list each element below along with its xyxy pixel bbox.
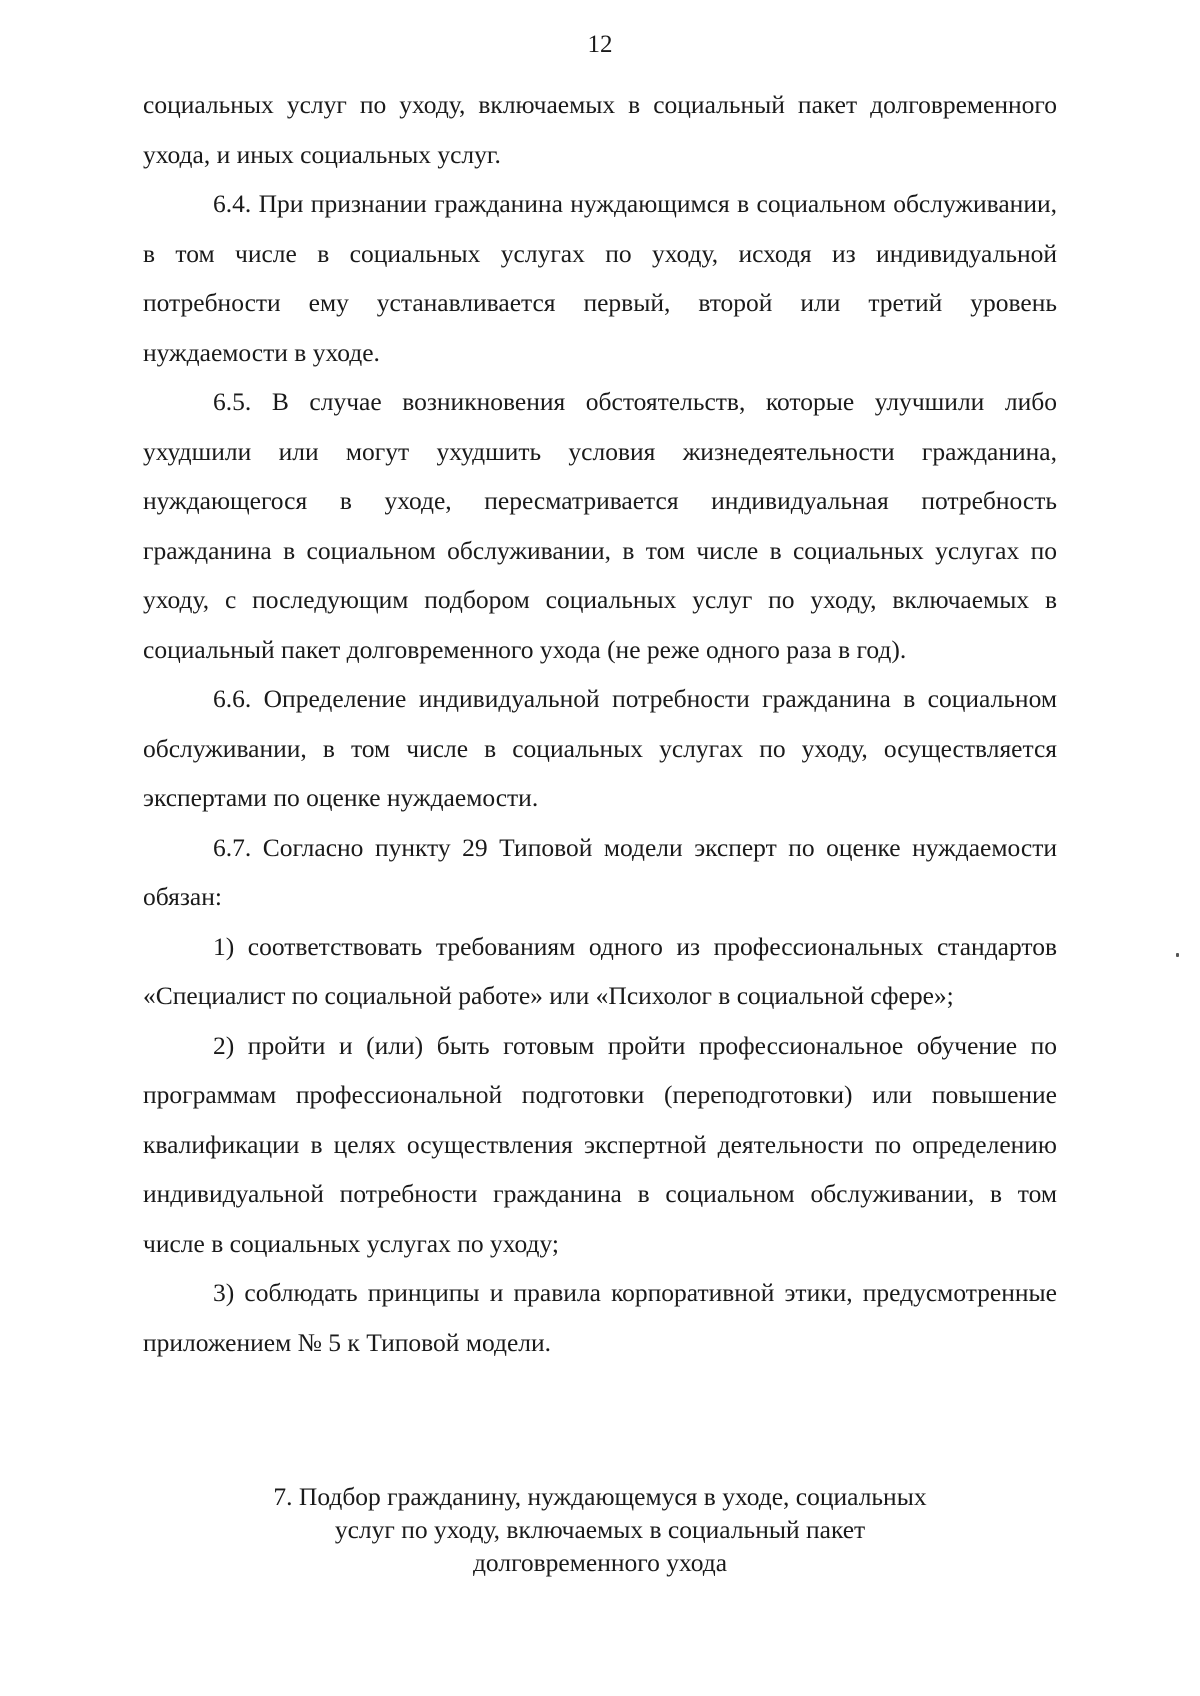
paragraph-6-6: 6.6. Определение индивидуальной потребности гражданина в социальном обслуживании, в том числе в социальных услугах по уходу, осуществляется экспертами по оценке нуждаемости.	[143, 684, 1057, 812]
section-heading-line: услуг по уходу, включаемых в социальный пакет	[334, 1515, 866, 1544]
paragraph-6-4: 6.4. При признании гражданина нуждающимся в социальном обслуживании, в том числе в социальных услугах по уходу, исходя из индивидуальной потребности ему устанавливается первый, второй или третий уровень нуждаемости в уходе.	[143, 189, 1057, 367]
section-heading	[143, 1480, 1057, 1579]
list-item-1: 1) соответствовать требованиям одного из профессиональных стандартов «Специалист по социальной работе» или «Психолог в социальной сфере»;	[143, 931, 1057, 1010]
list-item-2: 2) пройти и (или) быть готовым пройти профессиональное обучение по программам профессиональной подготовки (переподготовки) или повышение квалификации в целях осуществления экспертной деятельности по определению индивидуальной потребности гражданина в социальном обслуживании, в том числе в социальных услугах по уходу;	[143, 1030, 1057, 1258]
page-number: 12	[587, 31, 613, 58]
list-item-3: 3) соблюдать принципы и правила корпоративной этики, предусмотренные приложением № 5 к Типовой модели.	[143, 1278, 1057, 1357]
paragraph-6-5: 6.5. В случае возникновения обстоятельств, которые улучшили либо ухудшили или могут ухудшить условия жизнедеятельности гражданина, нуждающегося в уходе, пересматривается индивидуальная потребность гражданина в социальном обслуживании, в том числе в социальных услугах по уходу, с последующим подбором социальных услуг по уходу, включаемых в социальный пакет долговременного ухода (не реже одного раза в год).	[143, 387, 1057, 664]
section-heading-line: 7. Подбор гражданину, нуждающемуся в уходе, социальных	[273, 1482, 927, 1511]
scan-artifact	[1176, 953, 1179, 957]
paragraph-6-7: 6.7. Согласно пункту 29 Типовой модели эксперт по оценке нуждаемости обязан:	[143, 832, 1057, 911]
paragraph-continuation: социальных услуг по уходу, включаемых в социальный пакет долговременного ухода, и иных социальных услуг.	[143, 90, 1057, 169]
section-heading-line: долговременного ухода	[472, 1548, 728, 1577]
document-body	[143, 80, 1057, 1367]
